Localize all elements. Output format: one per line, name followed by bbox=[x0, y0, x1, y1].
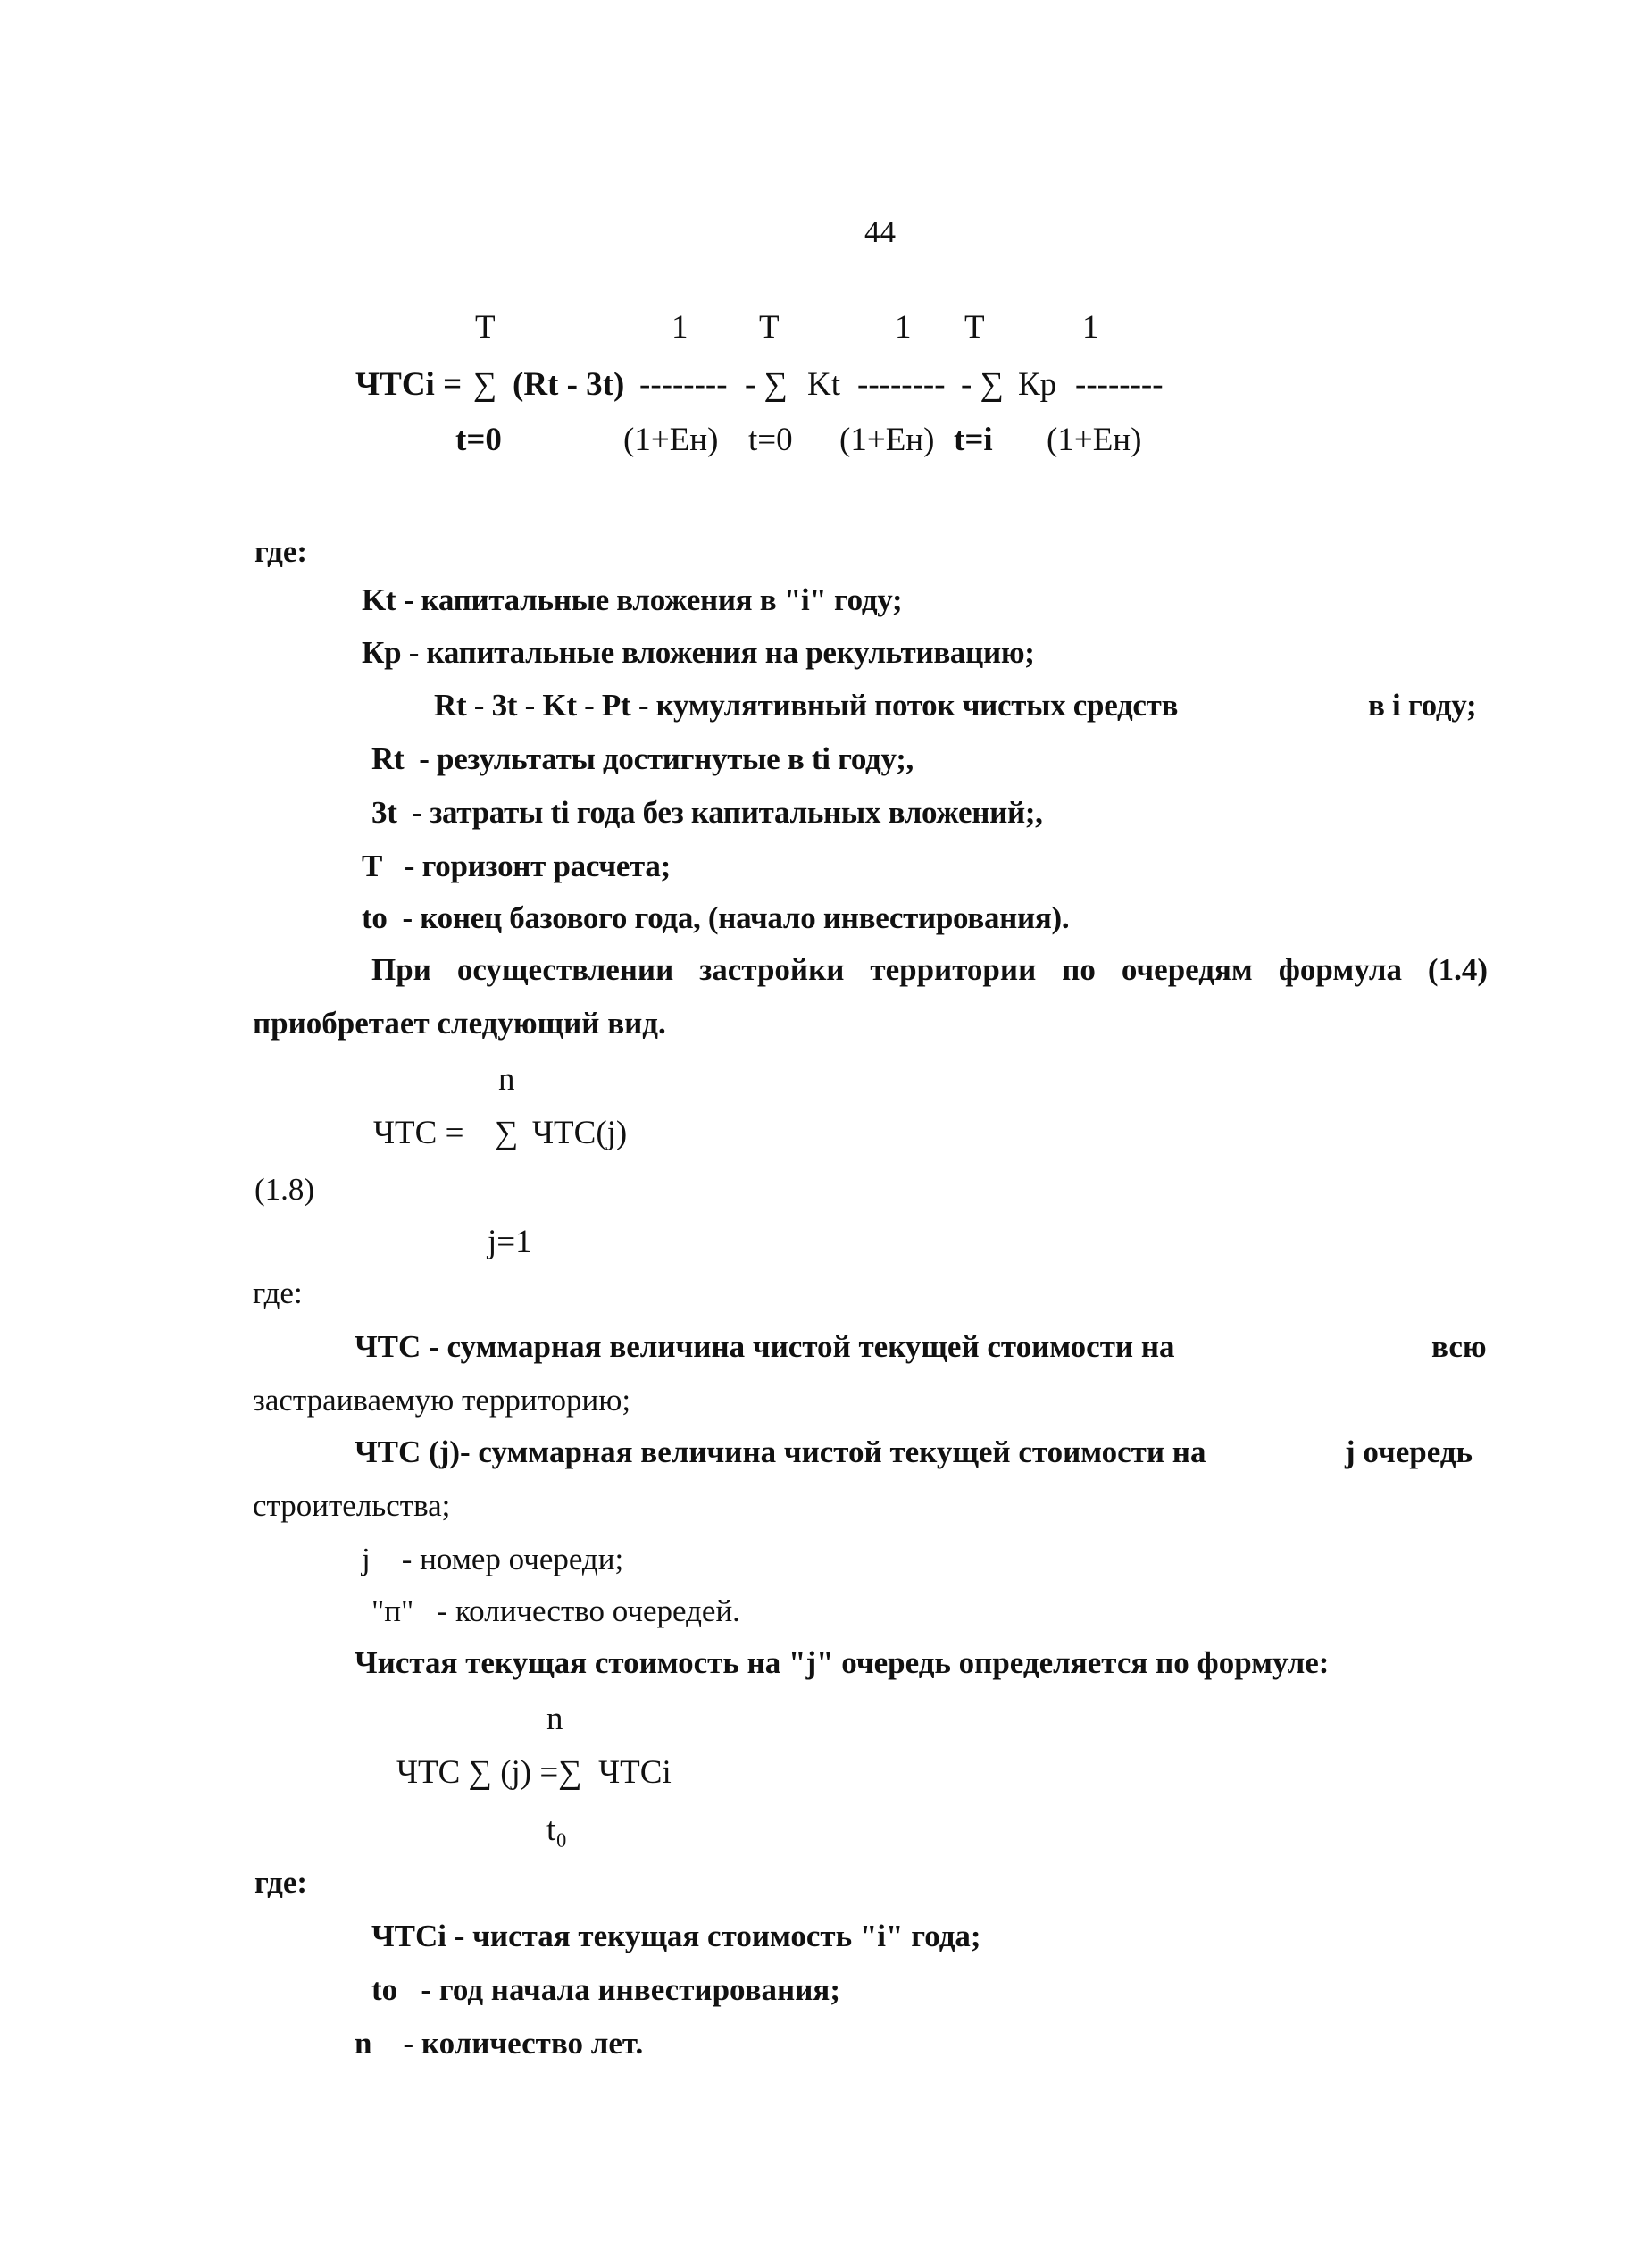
formula1-denominator: (1+Ен) bbox=[1047, 422, 1142, 458]
formula2-lower-limit: j=1 bbox=[488, 1224, 532, 1260]
formula2-sum-sign: ∑ bbox=[495, 1115, 519, 1151]
formula1-numerator: 1 bbox=[895, 309, 912, 346]
definition-item: Rt - результаты достигнутые в ti году;, bbox=[371, 741, 914, 776]
definition-item: T - горизонт расчета; bbox=[362, 849, 671, 883]
definition-item-tail: всю bbox=[1431, 1329, 1487, 1364]
formula1-minus-sum: - ∑ bbox=[745, 366, 788, 403]
formula2-upper-limit: n bbox=[498, 1061, 515, 1098]
formula2-lhs: ЧТС = bbox=[373, 1115, 464, 1151]
formula3-upper-limit: n bbox=[546, 1701, 563, 1737]
definition-item: Кр - капитальные вложения на рекультивацию; bbox=[362, 635, 1035, 670]
definition-item: n - количество лет. bbox=[355, 2026, 644, 2061]
definition-item: Rt - 3t - Kt - Pt - кумулятивный поток чистых средств bbox=[434, 688, 1179, 723]
formula1-term-capital: Kt bbox=[807, 366, 840, 403]
formula3-lower-limit: t₀ bbox=[546, 1811, 568, 1848]
definition-item-continuation: застраиваемую территорию; bbox=[253, 1383, 631, 1418]
formula1-fraction-bar: -------- bbox=[857, 366, 946, 403]
definition-item: to - конец базового года, (начало инвестирования). bbox=[362, 900, 1070, 935]
paragraph-line: приобретает следующий вид. bbox=[253, 1006, 666, 1041]
formula1-minus-sum: - ∑ bbox=[961, 366, 1004, 403]
definition-item: ЧТСi - чистая текущая стоимость "i" года; bbox=[371, 1919, 981, 1953]
formula1-sum-sign: ∑ bbox=[473, 366, 497, 403]
definition-item: j - номер очереди; bbox=[362, 1542, 624, 1576]
definition-item: 3t - затраты ti года без капитальных вложений;, bbox=[371, 795, 1043, 830]
formula1-fraction-bar: -------- bbox=[1075, 366, 1164, 403]
formula1-numerator: 1 bbox=[1082, 309, 1099, 346]
definition-item: "п" - количество очередей. bbox=[371, 1593, 740, 1628]
formula1-lower-limit: t=0 bbox=[455, 422, 502, 458]
formula1-fraction-bar: -------- bbox=[639, 366, 728, 403]
formula1-upper-limit: T bbox=[964, 309, 985, 346]
definition-item: ЧТС (j)- суммарная величина чистой текущей стоимости на bbox=[355, 1434, 1206, 1469]
formula1-upper-limit: T bbox=[475, 309, 496, 346]
definition-item-tail: j очередь bbox=[1345, 1434, 1473, 1469]
formula1-term-recultivation: Кр bbox=[1018, 366, 1057, 403]
where-label: где: bbox=[254, 1865, 308, 1900]
formula1-lower-limit: t=i bbox=[954, 422, 993, 458]
formula1-upper-limit: T bbox=[759, 309, 780, 346]
formula1-lower-limit: t=0 bbox=[748, 422, 793, 458]
formula1-lhs: ЧТСi = bbox=[355, 366, 463, 403]
definition-item-tail: в i году; bbox=[1368, 688, 1477, 723]
formula1-denominator: (1+Ен) bbox=[839, 422, 935, 458]
formula1-denominator: (1+Ен) bbox=[623, 422, 719, 458]
paragraph-line: При осуществлении застройки территории по очередям формула (1.4) bbox=[371, 952, 1488, 987]
formula1-term-result-cost: (Rt - 3t) bbox=[513, 366, 625, 403]
where-label: где: bbox=[253, 1275, 303, 1310]
formula2-rhs: ЧТС(j) bbox=[532, 1115, 628, 1151]
formula2-number: (1.8) bbox=[254, 1172, 315, 1207]
definition-item: Kt - капитальные вложения в "i" году; bbox=[362, 582, 903, 617]
page-number: 44 bbox=[864, 214, 896, 249]
formula3-expression: ЧТС ∑ (j) =∑ ЧТСi bbox=[396, 1754, 672, 1791]
formula1-numerator: 1 bbox=[672, 309, 688, 346]
paragraph-line: Чистая текущая стоимость на "j" очередь определяется по формуле: bbox=[355, 1645, 1330, 1680]
definition-item-continuation: строительства; bbox=[253, 1488, 451, 1523]
definition-item: ЧТС - суммарная величина чистой текущей стоимости на bbox=[355, 1329, 1175, 1364]
definition-item: to - год начала инвестирования; bbox=[371, 1972, 840, 2007]
where-label: где: bbox=[254, 534, 308, 569]
